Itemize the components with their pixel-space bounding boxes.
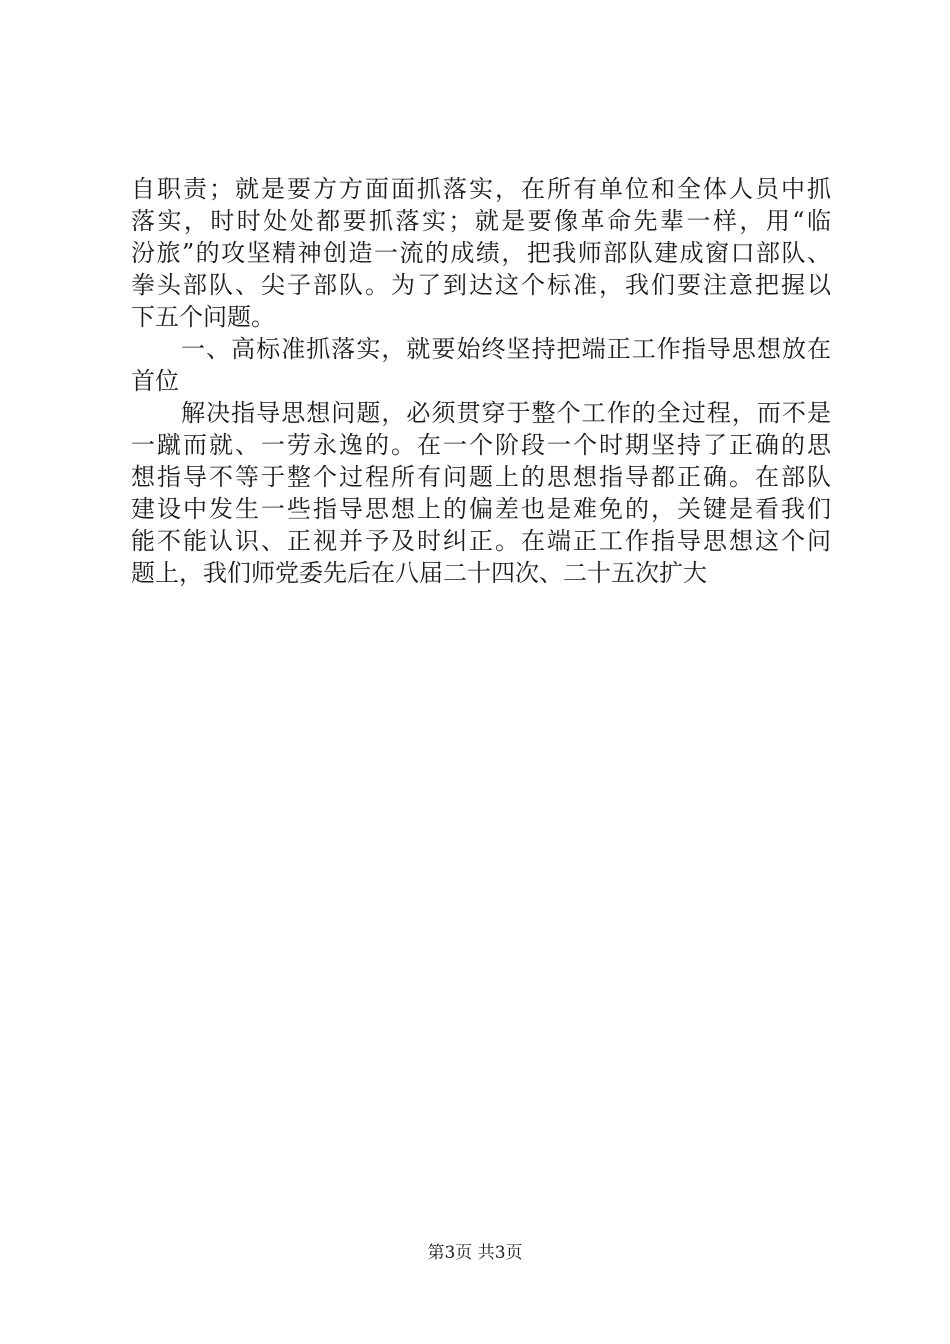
- text-line: 想指导不等于整个过程所有问题上的思想指导都正确。在部队: [131, 463, 831, 491]
- text-line: 解决指导思想问题，必须贯穿于整个工作的全过程，而不是: [131, 399, 831, 427]
- text-line: 能不能认识、正视并予及时纠正。在端正工作指导思想这个问: [131, 527, 831, 555]
- text-line: 下五个问题。: [131, 303, 275, 331]
- page-footer: 第3页 共3页: [427, 1243, 523, 1263]
- text-line: 自职责；就是要方方面面抓落实，在所有单位和全体人员中抓: [131, 175, 831, 203]
- section-heading-line: 一、高标准抓落实，就要始终坚持把端正工作指导思想放在: [131, 335, 831, 363]
- body-text: [131, 173, 831, 589]
- text-line: 拳头部队、尖子部队。为了到达这个标准，我们要注意把握以: [131, 271, 831, 299]
- section-heading-line: 首位: [131, 367, 179, 395]
- text-line: 汾旅”的攻坚精神创造一流的成绩，把我师部队建成窗口部队、: [131, 239, 831, 267]
- text-line: 一蹴而就、一劳永逸的。在一个阶段一个时期坚持了正确的思: [131, 431, 831, 459]
- text-line: 题上，我们师党委先后在八届二十四次、二十五次扩大: [131, 559, 707, 587]
- text-line: 落实，时时处处都要抓落实；就是要像革命先辈一样，用“临: [131, 207, 831, 235]
- text-line: 建设中发生一些指导思想上的偏差也是难免的，关键是看我们: [131, 495, 831, 523]
